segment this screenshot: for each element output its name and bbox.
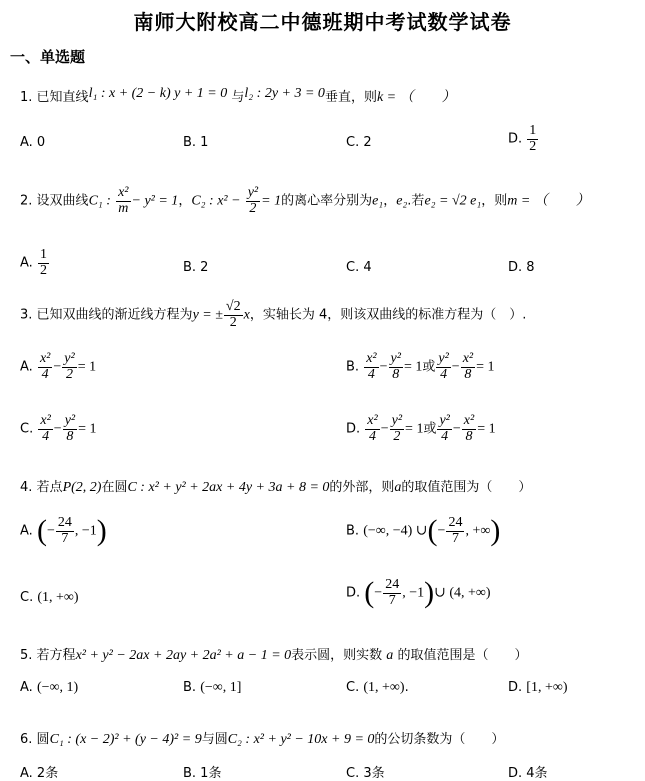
option-d[interactable]: D. [1, +∞) xyxy=(508,680,568,695)
fraction-sqrt2-over-2: $\frac{√2}{2}$ xyxy=(225,299,241,330)
option-c[interactable]: C. 4 xyxy=(346,260,372,275)
option-b[interactable]: B. $\frac{\text{x²}}{4}$ − $\frac{\text{y²}}{8}$ = 1或 $\frac{\text{y²}}{4}$ − $\frac{\text{x²}}{8}$ = 1 xyxy=(346,351,495,382)
hyperbola-c1: C₁ : xyxy=(88,193,111,209)
option-b[interactable]: B. 1 xyxy=(183,135,209,150)
question-2: 2. 设双曲线C₁ : $\frac{\text{x²}}{m}$ − y² = 1，C₂ : x² − $\frac{\text{y²}}{2}$ = 1的离心率分别为e₁，e₂.若e₂ = √2 e₁，则m = （ ） xyxy=(20,185,590,216)
option-d[interactable]: D. $\frac{1}{2}$ xyxy=(508,123,537,154)
circle-c2-equation: C₂ : x² + y² − 10x + 9 = 0 xyxy=(227,732,375,747)
option-c[interactable]: C. (1, +∞) xyxy=(20,590,79,605)
eccentricity-relation: e₂ = √2 e₁ xyxy=(424,193,482,209)
option-c[interactable]: C. (1, +∞). xyxy=(346,680,409,695)
circle-equation: x² + y² − 2ax + 2ay + 2a² + a − 1 = 0 xyxy=(75,648,292,663)
option-b[interactable]: B. (−∞, 1] xyxy=(183,680,242,695)
option-d[interactable]: D. (− $\frac{24}{7}$ , −1)∪ (4, +∞) xyxy=(346,576,491,609)
line-l2-equation: l₂ : 2y + 3 = 0 xyxy=(244,86,325,101)
fraction-y2-over-2: $\frac{\text{y²}}{2}$ xyxy=(247,185,259,216)
option-c[interactable]: C. $\frac{\text{x²}}{4}$ − $\frac{\text{y²}}{8}$ = 1 xyxy=(20,413,97,444)
option-c[interactable]: C. 2 xyxy=(346,135,372,150)
option-b[interactable]: B. (−∞, −4) ∪(− $\frac{24}{7}$ , +∞) xyxy=(346,514,501,547)
option-d[interactable]: D. 4条 xyxy=(508,766,548,781)
point-p: P(2, 2) xyxy=(62,480,102,495)
fraction-one-half: $\frac{1}{2}$ xyxy=(39,247,47,278)
option-b[interactable]: B. 1条 xyxy=(183,766,222,781)
question-text: 已知直线 xyxy=(36,90,89,105)
option-a[interactable]: A. (−∞, 1) xyxy=(20,680,79,695)
question-4: 4. 若点P(2, 2)在圆C : x² + y² + 2ax + 4y + 3a + 8 = 0的外部，则a的取值范围为（ ） xyxy=(20,480,532,495)
question-5: 5. 若方程x² + y² − 2ax + 2ay + 2a² + a − 1 = 0表示圆，则实数 a 的取值范围是（ ） xyxy=(20,648,528,663)
section-heading: 一、单选题 xyxy=(10,48,86,66)
question-1 xyxy=(20,86,456,106)
option-a[interactable]: A. 2条 xyxy=(20,766,59,781)
option-d[interactable]: D. 8 xyxy=(508,260,535,275)
k-variable: k = （ ） xyxy=(376,90,456,105)
option-a[interactable]: A. $\frac{1}{2}$ xyxy=(20,247,47,278)
hyperbola-c2: C₂ : x² − xyxy=(191,193,241,209)
fraction-x2-over-m: $\frac{\text{x²}}{m}$ xyxy=(118,185,129,216)
fraction-one-half: $\frac{1}{2}$ xyxy=(529,123,537,154)
question-3: 3. 已知双曲线的渐近线方程为y = ± $\frac{√2}{2}$ x，实轴长为 4，则该双曲线的标准方程为（ ）. xyxy=(20,299,527,330)
option-d[interactable]: D. $\frac{\text{x²}}{4}$ − $\frac{\text{y²}}{2}$ = 1或 $\frac{\text{y²}}{4}$ − $\frac{\text{x²}}{8}$ = 1 xyxy=(346,413,496,444)
question-6: 6. 圆C₁ : (x − 2)² + (y − 4)² = 9与圆C₂ : x² + y² − 10x + 9 = 0的公切条数为（ ） xyxy=(20,732,505,747)
circle-c-equation: C : x² + y² + 2ax + 4y + 3a + 8 = 0 xyxy=(127,480,330,495)
line-l1-equation: l₁ : x + (2 − k) y + 1 = 0 xyxy=(88,86,228,101)
option-a[interactable]: A. $\frac{\text{x²}}{4}$ − $\frac{\text{y²}}{2}$ = 1 xyxy=(20,351,97,382)
page-title: 南师大附校高二中德班期中考试数学试卷 xyxy=(133,10,512,34)
option-a[interactable]: A. 0 xyxy=(20,135,46,150)
option-c[interactable]: C. 3条 xyxy=(346,766,385,781)
option-b[interactable]: B. 2 xyxy=(183,260,209,275)
circle-c1-equation: C₁ : (x − 2)² + (y − 4)² = 9 xyxy=(49,732,202,747)
question-text: 与 xyxy=(231,90,245,105)
option-a[interactable]: A. (− $\frac{24}{7}$ , −1) xyxy=(20,514,107,547)
question-text: 垂直，则 xyxy=(324,90,377,105)
question-number: 1. xyxy=(20,90,33,105)
